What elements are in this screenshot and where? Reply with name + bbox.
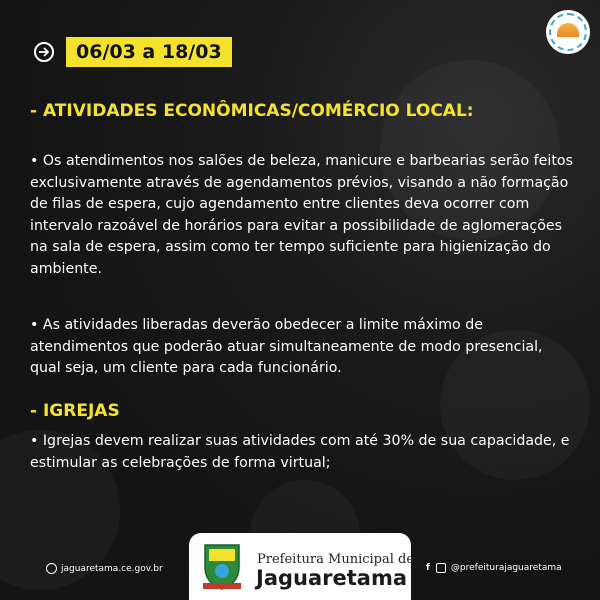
churches-paragraph: • Igrejas devem realizar suas atividades com até 30% de sua capacidade, e estimular as celebrações de forma virtual; xyxy=(30,433,570,471)
commerce-paragraph-appointments: • Os atendimentos nos salões de beleza, manicure e barbearias serão feitos exclusivamente através de agendamentos prévios, visando a não formação de filas de espera, cujo agendamento entre clientes deva ocorrer com intervalo razoável de horários para evitar a possibilidade de aglomerações na sala de espera, assim como ter tempo suficiente para higienização do ambiente. xyxy=(30,153,573,277)
website-text: jaguaretama.ce.gov.br xyxy=(61,563,163,574)
campaign-logo-icon xyxy=(546,10,590,54)
date-range-badge: 06/03 a 18/03 xyxy=(66,37,232,67)
section-heading-commerce: - ATIVIDADES ECONÔMICAS/COMÉRCIO LOCAL: xyxy=(30,101,474,121)
instagram-icon xyxy=(436,563,446,573)
prefeitura-brand-block xyxy=(189,533,415,600)
date-row xyxy=(34,39,232,65)
logo-ring xyxy=(549,13,587,51)
globe-icon xyxy=(46,563,57,574)
facebook-icon: f xyxy=(426,563,430,573)
brand-title: Jaguaretama xyxy=(256,566,407,590)
arrow-right-circle-icon xyxy=(34,42,54,62)
municipal-crest-icon xyxy=(199,541,245,593)
social-handle: @prefeiturajaguaretama xyxy=(450,563,562,573)
commerce-paragraph-limits: • As atividades liberadas deverão obedecer a limite máximo de atendimentos que poderão atuar simultaneamente de modo presencial, qual seja, um cliente para cada funcionário. xyxy=(30,317,543,376)
social-link[interactable] xyxy=(426,563,562,573)
section-heading-churches: - IGREJAS xyxy=(30,401,120,421)
website-link[interactable] xyxy=(46,563,163,574)
brand-subtitle: Prefeitura Municipal de xyxy=(257,552,415,567)
